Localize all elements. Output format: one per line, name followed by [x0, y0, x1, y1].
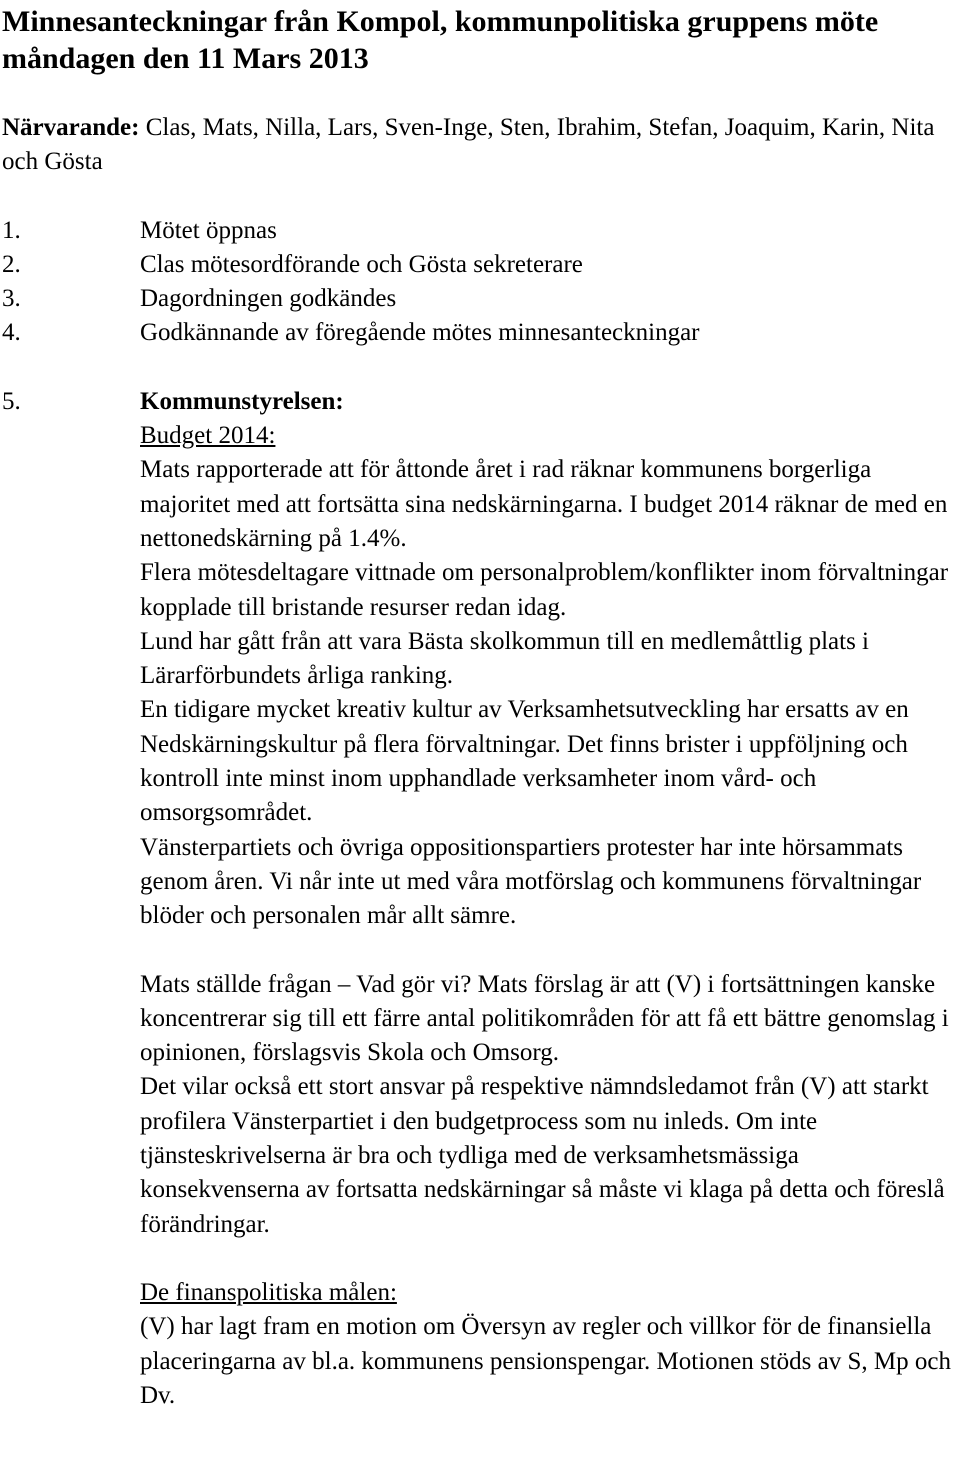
agenda-item-number: 3.: [2, 285, 21, 313]
paragraph-spacer: [140, 1242, 960, 1276]
budget-heading: Budget 2014:: [140, 422, 276, 450]
section-heading: Kommunstyrelsen:: [140, 387, 344, 415]
finance-heading: De finanspolitiska målen:: [140, 1278, 397, 1306]
agenda-item: [2, 282, 960, 316]
budget-paragraph: Mats rapporterade att för åttonde året i rad räknar kommunens borgerliga majoritet med att fortsätta sina nedskärningarna. I budget 2014 räknar de med en nettonedskärning på 1.4%.: [140, 456, 948, 552]
agenda-item-number: 4.: [2, 319, 21, 347]
agenda-item: [2, 248, 960, 282]
finance-paragraph: (V) har lagt fram en motion om Översyn av regler och villkor för de finansiella placeringarna av bl.a. kommunens pensionspengar. Motionen stöds av S, Mp och Dv.: [140, 1313, 951, 1409]
budget-paragraph: Vänsterpartiets och övriga oppositionspartiers protester har inte hörsammats genom åren. Vi når inte ut med våra motförslag och kommunens förvaltningar blöder och personalen mår allt sämre.: [140, 833, 922, 930]
budget-paragraph: En tidigare mycket kreativ kultur av Verksamhetsutveckling har ersatts av en Nedskärningskultur på flera förvaltningar. Det finns brister i uppföljning och kontroll inte minst inom upphandlade verksamheter inom vård- och omsorgsområdet.: [140, 696, 909, 827]
agenda-item: [2, 316, 960, 350]
agenda-item-text: Godkännande av föregående mötes minnesanteckningar: [140, 319, 700, 347]
agenda-item-kommunstyrelsen: [2, 385, 960, 1413]
discussion-paragraph: Mats ställde frågan – Vad gör vi? Mats förslag är att (V) i fortsättningen kanske koncentrerar sig till ett färre antal politikområden för att få ett bättre genomslag i opinionen, förslagsvis Skola och Omsorg.: [140, 970, 949, 1067]
attendees-line: [2, 111, 960, 180]
attendees-names: Clas, Mats, Nilla, Lars, Sven-Inge, Sten, Ibrahim, Stefan, Joaquim, Karin, Nita och Gösta: [2, 114, 935, 176]
budget-paragraph: Lund har gått från att vara Bästa skolkommun till en medlemåttlig plats i Lärarförbundets årliga ranking.: [140, 627, 869, 690]
paragraph-spacer: [140, 934, 960, 968]
attendees-label: Närvarande:: [2, 114, 140, 141]
agenda-item-number: 5.: [2, 387, 21, 415]
agenda-list: [2, 214, 960, 351]
budget-paragraph: Flera mötesdeltagare vittnade om personalproblem/konflikter inom förvaltningar kopplade till bristande resurser redan idag.: [140, 559, 949, 621]
document-title: Minnesanteckningar från Kompol, kommunpolitiska gruppens möte måndagen den 11 Mars 2013: [2, 5, 879, 75]
agenda-item-text: Dagordningen godkändes: [140, 285, 397, 313]
agenda-item-number: 2.: [2, 250, 21, 278]
kommunstyrelsen-section: [140, 385, 960, 1413]
agenda-item: [2, 214, 960, 248]
agenda-item-text: Clas mötesordförande och Gösta sekreterare: [140, 250, 583, 278]
agenda-item-number: 1.: [2, 216, 21, 244]
agenda-item-text: Mötet öppnas: [140, 216, 277, 244]
discussion-paragraph: Det vilar också ett stort ansvar på respektive nämndsledamot från (V) att starkt profilera Vänsterpartiet i den budgetprocess som nu inleds. Om inte tjänsteskrivelserna är bra och tydliga med de verksamhetsmässiga konsekvenserna av fortsatta nedskärningar så måste vi klaga på detta och föreslå förändringar.: [140, 1073, 945, 1238]
